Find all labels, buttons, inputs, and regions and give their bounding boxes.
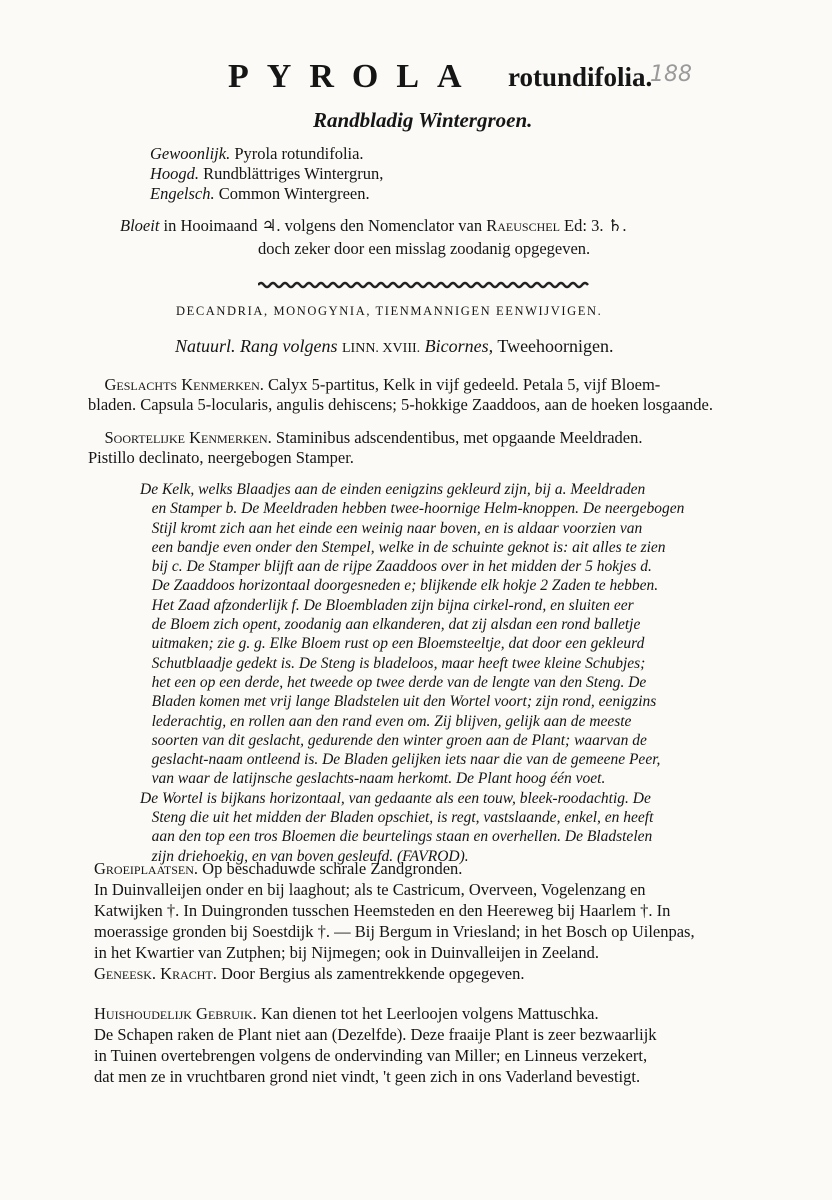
description-line: zijn driehoekig, en van boven gesleufd. (FAVROD). [140, 847, 469, 865]
habitat-line [94, 858, 695, 879]
common-name-label: Hoogd. [150, 164, 200, 183]
genus-characters [88, 375, 713, 415]
common-name-row [150, 144, 383, 164]
description-line: uitmaken; zie g. g. Elke Bloem rust op een Bloemsteeltje, dat door een gekleurd [140, 635, 645, 653]
flowering-line-2: doch zeker door een misslag zoodanig opgegeven. [258, 239, 591, 258]
genus-title: PYROLA [228, 58, 480, 95]
description-line: De Wortel is bijkans horizontaal, van gedaante als een touw, bleek-roodachtig. De [140, 789, 651, 807]
ornament-divider [258, 280, 590, 290]
description-line: De Kelk, welks Blaadjes aan de einden eenigzins gekleurd zijn, bij a. Meeldraden [140, 481, 646, 498]
description-line: het een op een derde, het tweede op twee derde van de lengte van den Steng. De [140, 673, 647, 691]
flowering-line-1 [120, 214, 627, 237]
genus-characters-label: Geslachts Kenmerken. [104, 375, 264, 394]
description-line: geslacht-naam ontleend is. De Bladen gelijken iets naar die van de gemeene Peer, [140, 751, 661, 769]
description-line: Stijl kromt zich aan het einde een weinig naar boven, en is aldaar voorzien van [140, 519, 643, 537]
genus-characters-text: Calyx 5-partitus, Kelk in vijf gedeeld. Petala 5, vijf Bloem- [268, 375, 661, 394]
common-names [150, 144, 383, 204]
common-name-label: Engelsch. [150, 184, 215, 203]
common-name-row [150, 164, 383, 184]
description-line: een bandje even onder den Stempel, welke in de schuinte geknot is: ait alles te zien [140, 538, 666, 556]
description-line: bij c. De Stamper blijft aan de rijpe Zaaddoos over in het midden der 5 hokjes d. [140, 558, 652, 576]
common-name-row [150, 184, 383, 204]
description-line: soorten van dit geslacht, gedurende den winter groen aan de Plant; waarvan de [140, 731, 647, 749]
species-title: rotundifolia. [508, 62, 653, 92]
medicinal-power [94, 964, 524, 984]
household-line: De Schapen raken de Plant niet aan (Dezelfde). Deze fraaije Plant is zeer bezwaarlijk [94, 1025, 657, 1044]
household-use [94, 1003, 657, 1087]
household-line: dat men ze in vruchtbaren grond niet vindt, 't geen zich in ons Vaderland bevestigt. [94, 1067, 641, 1086]
habitat [94, 858, 695, 963]
habitat-text: Op beschaduwde schrale Zandgronden. [202, 859, 463, 878]
plant-description [140, 480, 684, 866]
common-name-label: Gewoonlijk. [150, 144, 231, 163]
description-line: lederachtig, en rollen aan den rand even om. Zij blijven, gelijk aan de meeste [140, 712, 632, 730]
genus-characters-line: bladen. Capsula 5-locularis, angulis dehiscens; 5-hokkige Zaaddoos, aan de hoeken losgaande. [88, 395, 713, 414]
common-name-value: Pyrola rotundifolia. [234, 144, 364, 163]
linnaean-class: DECANDRIA, MONOGYNIA, TIENMANNIGEN EENWIJVIGEN. [176, 304, 603, 318]
species-characters [88, 428, 642, 468]
flowering-note [120, 214, 627, 260]
page-number: 188 [650, 62, 692, 87]
household-line [94, 1003, 657, 1024]
dutch-subtitle: Randbladig Wintergroen. [313, 108, 533, 132]
description-line: en Stamper b. De Meeldraden hebben twee-hoornige Helm-knoppen. De neergebogen [140, 500, 685, 518]
order-dutch: Tweehoornigen. [497, 336, 614, 356]
description-line: De Zaaddoos horizontaal doorgesneden e; blijkende elk hokje 2 Zaden te hebben. [140, 577, 659, 595]
species-characters-line [88, 428, 642, 448]
household-label: Huishoudelijk Gebruik. [94, 1004, 257, 1023]
description-line: Steng die uit het midden der Bladen opschiet, is regt, vastslaande, enkel, en heeft [140, 809, 654, 827]
natural-order-label: Natuurl. Rang volgens [175, 336, 338, 356]
flowering-text-1: in Hooimaand ♃. volgens den Nomenclator van [163, 216, 483, 235]
description-line: Het Zaad afzonderlijk f. De Bloembladen zijn bijna cirkel-rond, en sluiten eer [140, 596, 634, 614]
flowering-text-2: Ed: 3. ♄. [564, 216, 627, 235]
genus-characters-line [88, 375, 713, 395]
order-latin: Bicornes, [424, 336, 494, 356]
household-line: in Tuinen overtebrengen volgens de ondervinding van Miller; en Linneus verzekert, [94, 1046, 648, 1065]
species-characters-text: Staminibus adscendentibus, met opgaande Meeldraden. [275, 428, 643, 447]
habitat-line: In Duinvalleijen onder en bij laaghout; als te Castricum, Overveen, Vogelenzang en [94, 880, 646, 899]
natural-order [175, 336, 614, 357]
habitat-line: Katwijken †. In Duingronden tusschen Heemsteden en den Heereweg bij Haarlem †. In [94, 901, 671, 920]
description-line: van waar de latijnsche geslachts-naam herkomt. De Plant hoog één voet. [140, 770, 606, 788]
description-line: Schutblaadje gedekt is. De Steng is bladeloos, maar heeft twee kleine Schubjes; [140, 654, 646, 672]
household-text: Kan dienen tot het Leerloojen volgens Mattuschka. [260, 1004, 599, 1023]
medicinal-label: Geneesk. Kracht. [94, 964, 217, 983]
species-characters-line: Pistillo declinato, neergebogen Stamper. [88, 448, 354, 467]
flowering-label: Bloeit [120, 216, 160, 235]
habitat-label: Groeiplaatsen. [94, 859, 199, 878]
linnaeus-ref: LINN. XVIII. [342, 341, 421, 356]
description-line: aan den top een tros Bloemen die beurtelings staan en overhellen. De Bladstelen [140, 828, 653, 846]
description-line: Bladen komen met vrij lange Bladstelen uit den Wortel voort; zijn rond, eenigzins [140, 693, 657, 711]
medicinal-text: Door Bergius als zamentrekkende opgegeven. [221, 964, 525, 983]
flowering-author: Raeuschel [486, 216, 560, 235]
habitat-line: moerassige gronden bij Soestdijk †. — Bij Bergum in Vriesland; in het Bosch op Uilenpas, [94, 922, 695, 941]
common-name-value: Rundblättriges Wintergrun, [203, 164, 384, 183]
description-line: de Bloem zich opent, zoodanig aan elkanderen, dat zij alsdan een rond balletje [140, 616, 641, 634]
species-characters-label: Soortelijke Kenmerken. [104, 428, 272, 447]
habitat-line: in het Kwartier van Zutphen; bij Nijmegen; ook in Duinvalleijen in Zeeland. [94, 943, 599, 962]
common-name-value: Common Wintergreen. [218, 184, 370, 203]
